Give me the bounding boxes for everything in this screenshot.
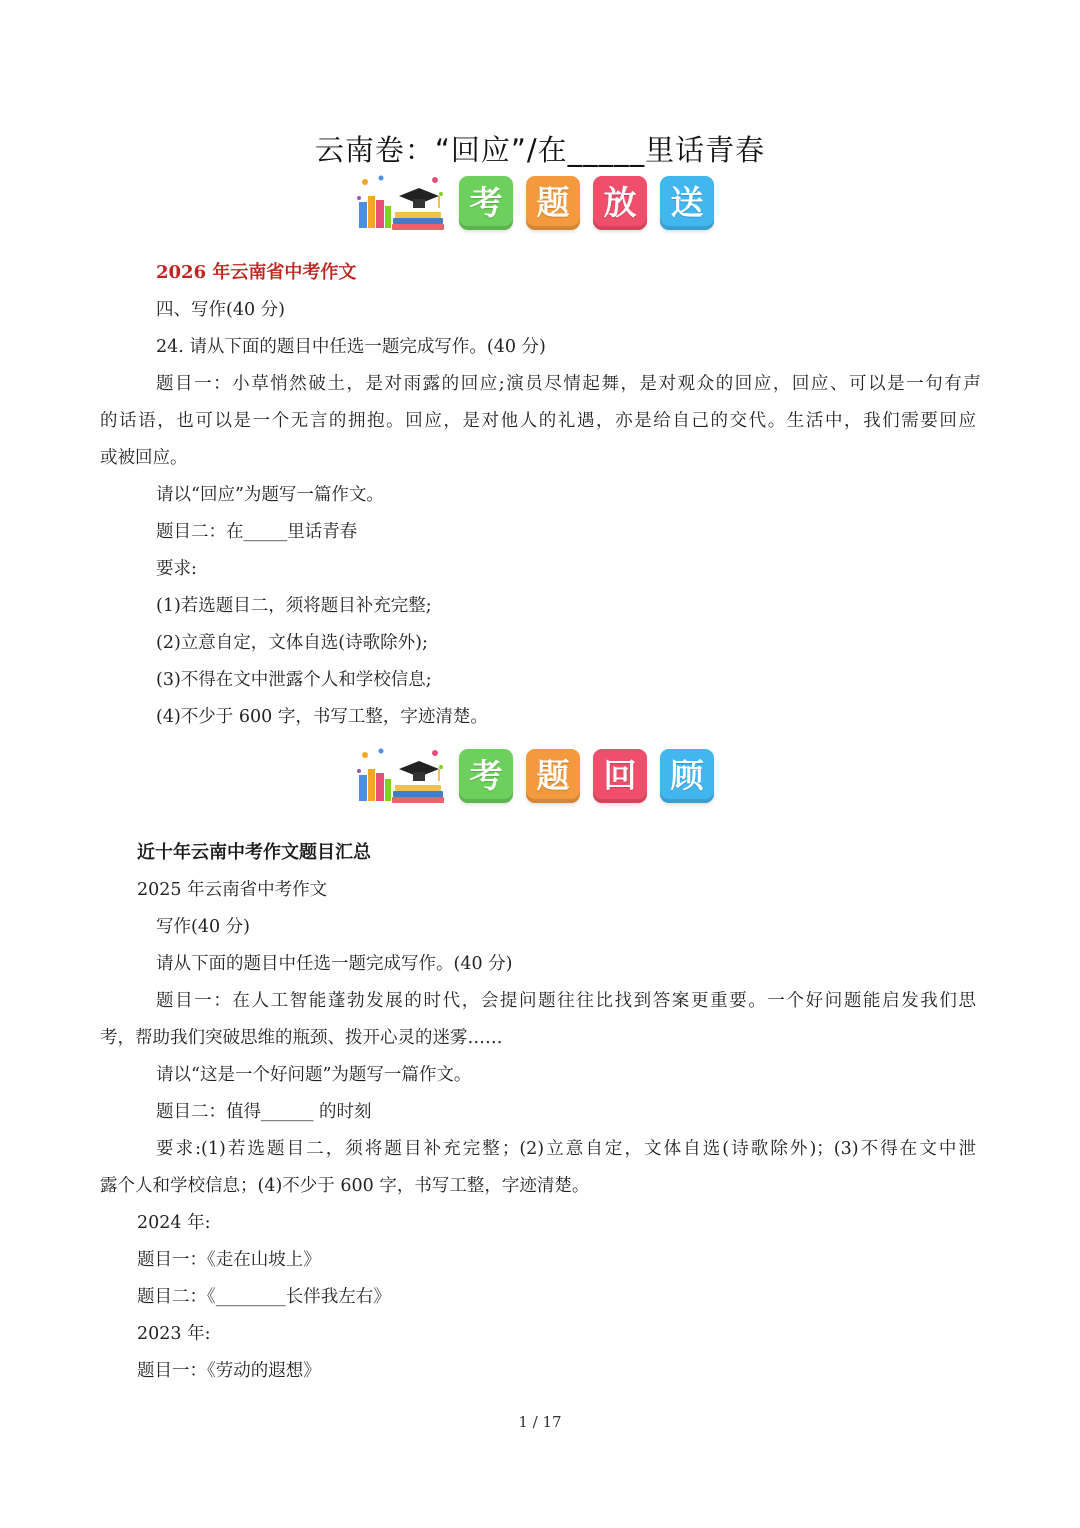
text-line: 2023 年: — [137, 1324, 211, 1344]
text-line: 考，帮助我们突破思维的瓶颈、拨开心灵的迷雾…… — [100, 1028, 503, 1048]
tile-char: 考 — [459, 749, 513, 803]
text-line: 24. 请从下面的题目中任选一题完成写作。(40 分) — [156, 337, 546, 357]
books-graduation-cap-icon — [355, 745, 447, 805]
text-line: 请以“回应”为题写一篇作文。 — [156, 485, 384, 505]
text-line: 题目一：《走在山坡上》 — [137, 1250, 321, 1270]
text-line: 的话语，也可以是一个无言的拥抱。回应，是对他人的礼遇，亦是给自己的交代。生活中，我们需要回应 — [100, 411, 976, 431]
text-line: 题目二：值得______ 的时刻 — [156, 1102, 372, 1122]
tile-char: 回 — [593, 749, 647, 803]
tile-char: 顾 — [660, 749, 714, 803]
text-line: 要求: — [156, 559, 197, 579]
text-line: 要求:(1)若选题目二，须将题目补充完整；(2)立意自定，文体自选(诗歌除外)；(3)不得在文中泄 — [156, 1139, 976, 1159]
tile-char: 放 — [593, 176, 647, 230]
text-line: (1)若选题目二，须将题目补充完整; — [156, 596, 432, 616]
text-line: 题目一：在人工智能蓬勃发展的时代，会提问题往往比找到答案更重要。一个好问题能启发我们思 — [156, 991, 976, 1011]
text-line: 四、写作(40 分) — [156, 300, 285, 320]
section-heading-2026: 2026 年云南省中考作文 — [156, 262, 357, 283]
tile-char: 题 — [526, 176, 580, 230]
text-line: 2025 年云南省中考作文 — [137, 880, 328, 900]
text-line: 题目二：在_____里话青春 — [156, 522, 358, 542]
banner-exam-release — [355, 172, 725, 236]
text-line: 题目二：《________长伴我左右》 — [137, 1287, 391, 1307]
text-line: 题目一：小草悄然破土，是对雨露的回应;演员尽情起舞，是对观众的回应，回应、可以是一句有声 — [156, 374, 981, 394]
text-line: 请以“这是一个好问题”为题写一篇作文。 — [156, 1065, 472, 1085]
banner-exam-review — [355, 745, 725, 809]
tile-char: 送 — [660, 176, 714, 230]
books-graduation-cap-icon — [355, 172, 447, 232]
tile-char: 题 — [526, 749, 580, 803]
text-line: 写作(40 分) — [156, 917, 250, 937]
section-heading-summary: 近十年云南中考作文题目汇总 — [137, 842, 371, 863]
text-line: (2)立意自定，文体自选(诗歌除外); — [156, 633, 428, 653]
tile-char: 考 — [459, 176, 513, 230]
text-line: (4)不少于 600 字，书写工整，字迹清楚。 — [156, 707, 488, 727]
text-line: 题目一：《劳动的遐想》 — [137, 1361, 321, 1381]
text-line: 请从下面的题目中任选一题完成写作。(40 分) — [156, 954, 513, 974]
document-title: 云南卷：“回应”/在_____里话青春 — [314, 133, 766, 167]
page-number: 1 / 17 — [518, 1413, 562, 1431]
text-line: 露个人和学校信息；(4)不少于 600 字，书写工整，字迹清楚。 — [100, 1176, 590, 1196]
text-line: (3)不得在文中泄露个人和学校信息; — [156, 670, 432, 690]
text-line: 2024 年: — [137, 1213, 211, 1233]
text-line: 或被回应。 — [100, 448, 188, 468]
